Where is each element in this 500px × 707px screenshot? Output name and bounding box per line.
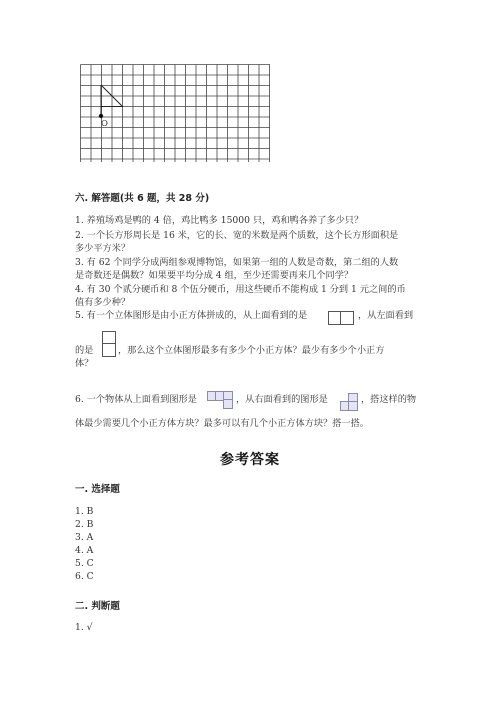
question-5-line-1a: 5. 有一个立体图形是由小正方体拼成的，从上面看到的是 xyxy=(75,310,308,321)
answer-item: 5. C xyxy=(75,558,94,569)
coordinate-grid xyxy=(80,64,270,162)
question-6-line-1b: ，从右面看到的图形是 xyxy=(236,394,328,405)
question-5-line-2b: ，那么这个立体图形最多有多少个小正方体？最少有多少个小正方 xyxy=(118,345,385,356)
answer-section-2-heading: 二. 判断题 xyxy=(75,601,120,612)
grid-figure xyxy=(80,64,270,162)
question-2-line-1: 2. 一个长方形周长是 16 米，它的长、宽的米数是两个质数，这个长方形面积是 xyxy=(75,230,399,241)
q6-top-view-figure xyxy=(207,391,233,409)
answer-section-1-heading: 一. 选择题 xyxy=(75,484,120,495)
section-heading: 六. 解答题(共 6 题，共 28 分) xyxy=(75,193,210,204)
triangle-shape xyxy=(99,85,123,118)
question-5-line-3: 体？ xyxy=(75,358,94,369)
question-4-line-2: 值有多少种？ xyxy=(75,297,131,308)
question-2-line-2: 多少平方米？ xyxy=(75,243,131,254)
answer-title: 参考答案 xyxy=(220,452,280,468)
question-5-line-1b: ，从左面看到 xyxy=(358,310,414,321)
q6-right-view-figure xyxy=(340,393,358,411)
question-3-line-1: 3. 有 62 个同学分成两组参观博物馆，如果第一组的人数是奇数，第二组的人数 xyxy=(75,257,399,268)
question-6-line-1a: 6. 一个物体从上面看到图形是 xyxy=(75,394,197,405)
answer-item: 4. A xyxy=(75,545,94,556)
question-6-line-2: 体最少需要几个小正方体方块？最多可以有几个小正方体方块？搭一搭。 xyxy=(75,418,369,429)
answer-item: 2. B xyxy=(75,519,94,530)
answer-item: 1. √ xyxy=(75,622,93,633)
answer-item: 3. A xyxy=(75,532,94,543)
question-4-line-1: 4. 有 30 个贰分硬币和 8 个伍分硬币，用这些硬币不能构成 1 分到 1 元之间的币 xyxy=(75,284,406,295)
answer-item: 6. C xyxy=(75,571,94,582)
question-6-line-1c: ，搭这样的物 xyxy=(361,394,417,405)
top-view-figure xyxy=(328,311,354,325)
question-3-line-2: 是奇数还是偶数？如果要平均分成 4 组，至少还需要再来几个同学？ xyxy=(75,270,354,281)
question-5-line-2a: 的是 xyxy=(75,345,94,356)
left-view-figure xyxy=(102,331,116,357)
origin-label: O xyxy=(101,119,108,129)
question-1: 1. 养殖场鸡是鸭的 4 倍，鸡比鸭多 15000 只，鸡和鸭各养了多少只？ xyxy=(75,215,364,226)
answer-item: 1. B xyxy=(75,506,94,517)
